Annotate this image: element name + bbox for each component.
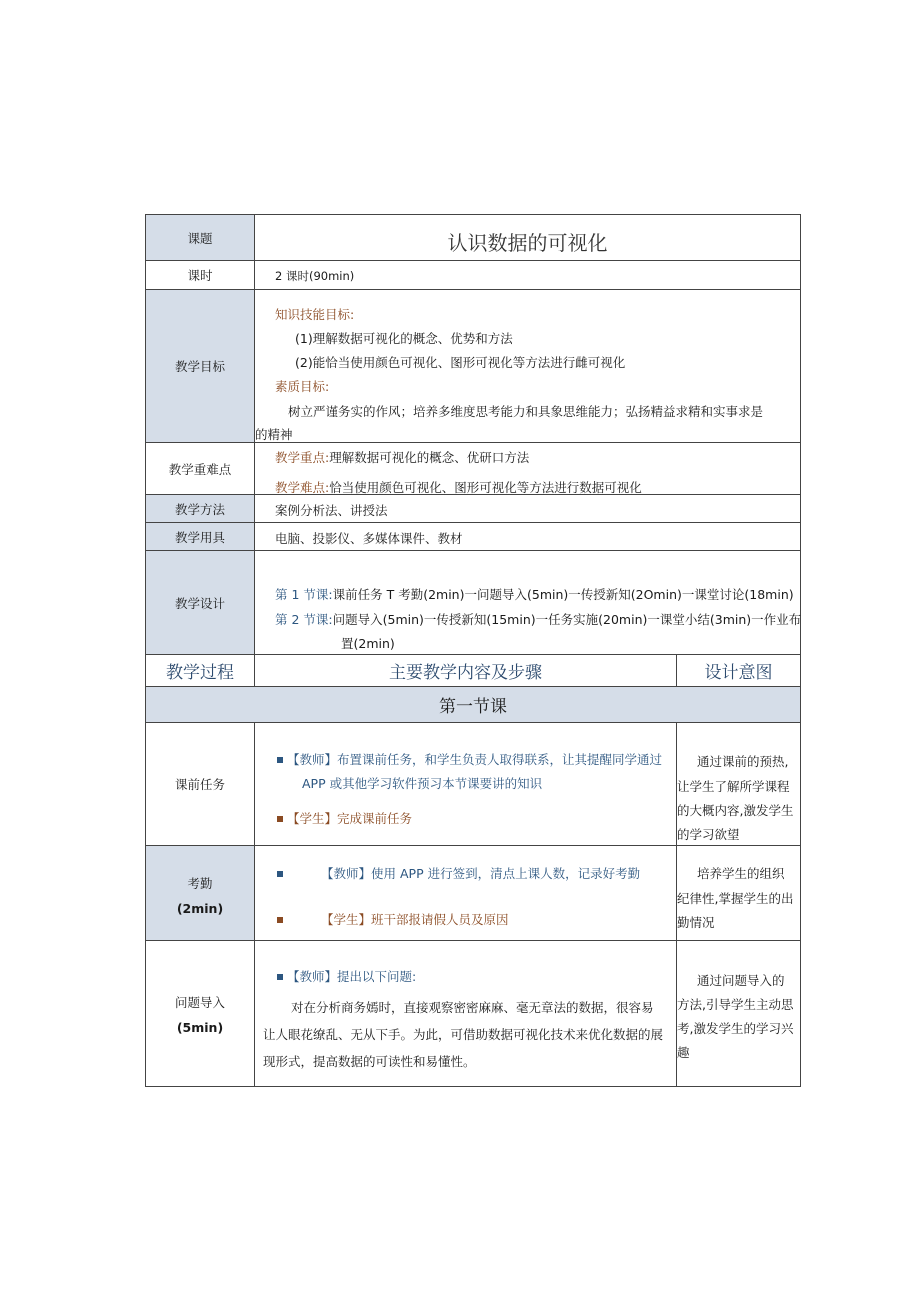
pre-task-teacher-1 bbox=[277, 750, 662, 768]
objectives-label: 教学目标 bbox=[145, 289, 254, 442]
topic-row bbox=[145, 214, 801, 260]
attendance-row bbox=[145, 845, 801, 940]
key-point bbox=[275, 448, 529, 466]
method-row bbox=[145, 494, 801, 522]
intro-teacher bbox=[277, 967, 416, 985]
lesson2-value-1: 问题导入(5min)一传授新知(15min)一任务实施(20min)一课堂小结(3min)一作业布 bbox=[332, 612, 802, 627]
pre-task-intent bbox=[676, 722, 801, 845]
intro-body-2: 让人眼花缭乱、无从下手。为此，可借助数据可视化技术来优化数据的展 bbox=[263, 1027, 664, 1042]
table-bottom-border bbox=[145, 1086, 801, 1087]
method-label: 教学方法 bbox=[145, 494, 254, 522]
attendance-content bbox=[254, 845, 676, 940]
pre-task-student bbox=[277, 809, 412, 827]
bullet-icon bbox=[277, 917, 283, 923]
difficult-label: 教学难点: bbox=[275, 480, 330, 495]
bullet-icon bbox=[277, 871, 283, 877]
key-value: 理解数据可视化的概念、优研口方法 bbox=[329, 450, 530, 465]
pre-task-intent-4: 的学习欲望 bbox=[677, 827, 740, 842]
lesson2-value-2: 置(2min) bbox=[341, 636, 395, 651]
pre-task-student-text: 【学生】完成课前任务 bbox=[287, 811, 413, 826]
pre-task-teacher-2: APP 或其他学习软件预习本节课要讲的知识 bbox=[302, 776, 543, 791]
pre-task-intent-1: 通过课前的预热, bbox=[697, 754, 789, 769]
quality-heading: 素质目标: bbox=[275, 379, 330, 394]
method-value: 案例分析法、讲授法 bbox=[275, 503, 388, 518]
intro-teacher-text: 【教师】提出以下问题: bbox=[287, 969, 417, 984]
bullet-icon bbox=[277, 757, 283, 763]
attendance-label-cell bbox=[145, 845, 254, 940]
intro-intent bbox=[676, 940, 801, 1086]
page-title: 认识数据的可视化 bbox=[447, 231, 608, 255]
attendance-label: 考勤 bbox=[187, 876, 213, 891]
tools-label: 教学用具 bbox=[145, 522, 254, 550]
pre-task-intent-3: 的大概内容,激发学生 bbox=[677, 803, 794, 818]
intro-intent-1: 通过问题导入的 bbox=[697, 973, 785, 988]
section-title: 第一节课 bbox=[145, 686, 801, 722]
section-row bbox=[145, 686, 801, 722]
method-cell bbox=[254, 494, 801, 522]
bullet-icon bbox=[277, 816, 283, 822]
lesson2-label: 第 2 节课: bbox=[275, 612, 333, 627]
attendance-teacher-text: 【教师】使用 APP 进行签到，清点上课人数，记录好考勤 bbox=[321, 866, 641, 881]
keypoints-cell bbox=[254, 442, 801, 494]
topic-label: 课题 bbox=[145, 214, 254, 260]
col-intent-header: 设计意图 bbox=[676, 654, 801, 686]
bullet-icon bbox=[277, 974, 283, 980]
intro-body-3: 现形式，提高数据的可读性和易懂性。 bbox=[263, 1054, 476, 1069]
quality-text-1: 树立严谨务实的作风；培养多维度思考能力和具象思维能力；弘扬精益求精和实事求是 bbox=[288, 404, 764, 419]
knowledge-item-2: (2)能恰当使用颜色可视化、图形可视化等方法进行雌可视化 bbox=[295, 355, 626, 370]
objectives-cell bbox=[254, 289, 801, 442]
tools-row bbox=[145, 522, 801, 550]
design-label: 教学设计 bbox=[145, 550, 254, 654]
hours-cell bbox=[254, 260, 801, 289]
attendance-intent-1: 培养学生的组织 bbox=[697, 866, 785, 881]
attendance-student bbox=[277, 910, 509, 928]
design-row bbox=[145, 550, 801, 654]
intro-content bbox=[254, 940, 676, 1086]
pre-task-label: 课前任务 bbox=[145, 722, 254, 845]
keypoints-row bbox=[145, 442, 801, 494]
lesson2-plan bbox=[275, 610, 801, 628]
tools-value: 电脑、投影仪、多媒体课件、教材 bbox=[275, 531, 463, 546]
attendance-intent-2: 纪律性,掌握学生的出 bbox=[677, 891, 794, 906]
intro-body-1: 对在分析商务嫣时，直接观察密密麻麻、毫无章法的数据，很容易 bbox=[291, 1000, 654, 1015]
topic-cell bbox=[254, 214, 801, 260]
pre-task-content bbox=[254, 722, 676, 845]
attendance-intent bbox=[676, 845, 801, 940]
key-label: 教学重点: bbox=[275, 450, 330, 465]
intro-intent-4: 趣 bbox=[677, 1045, 690, 1060]
process-header-row bbox=[145, 654, 801, 686]
tools-cell bbox=[254, 522, 801, 550]
keypoints-label: 教学重难点 bbox=[145, 442, 254, 494]
pre-task-teacher-text: 【教师】布置课前任务，和学生负责人取得联系，让其提醒同学通过 bbox=[287, 752, 663, 767]
intro-intent-3: 考,激发学生的学习兴 bbox=[677, 1021, 794, 1036]
knowledge-item-1: (1)理解数据可视化的概念、优势和方法 bbox=[295, 331, 513, 346]
col-content-header: 主要教学内容及步骤 bbox=[254, 654, 676, 686]
attendance-intent-3: 勤情况 bbox=[677, 915, 715, 930]
quality-text-2: 的精神 bbox=[255, 427, 293, 442]
objectives-row bbox=[145, 289, 801, 442]
hours-row bbox=[145, 260, 801, 289]
pre-task-row bbox=[145, 722, 801, 845]
lesson1-value: 课前任务 T 考勤(2min)一问题导入(5min)一传授新知(2Omin)一课堂讨论(18min) bbox=[332, 587, 794, 602]
intro-label: 问题导入 bbox=[174, 995, 225, 1010]
attendance-teacher bbox=[277, 864, 640, 882]
intro-duration: (5min) bbox=[176, 1020, 224, 1035]
attendance-duration: (2min) bbox=[176, 901, 224, 916]
difficult-value: 恰当使用颜色可视化、图形可视化等方法进行数据可视化 bbox=[329, 480, 642, 495]
pre-task-intent-2: 让学生了解所学课程 bbox=[677, 779, 790, 794]
col-process-header: 教学过程 bbox=[145, 654, 254, 686]
hours-value: 2 课时(90min) bbox=[275, 269, 355, 283]
lesson1-plan bbox=[275, 585, 794, 603]
intro-label-cell bbox=[145, 940, 254, 1086]
hours-label: 课时 bbox=[145, 260, 254, 289]
intro-row bbox=[145, 940, 801, 1086]
design-cell bbox=[254, 550, 801, 654]
intro-intent-2: 方法,引导学生主动思 bbox=[677, 997, 794, 1012]
knowledge-heading: 知识技能目标: bbox=[275, 307, 355, 322]
attendance-student-text: 【学生】班干部报请假人员及原因 bbox=[321, 912, 509, 927]
lesson1-label: 第 1 节课: bbox=[275, 587, 333, 602]
